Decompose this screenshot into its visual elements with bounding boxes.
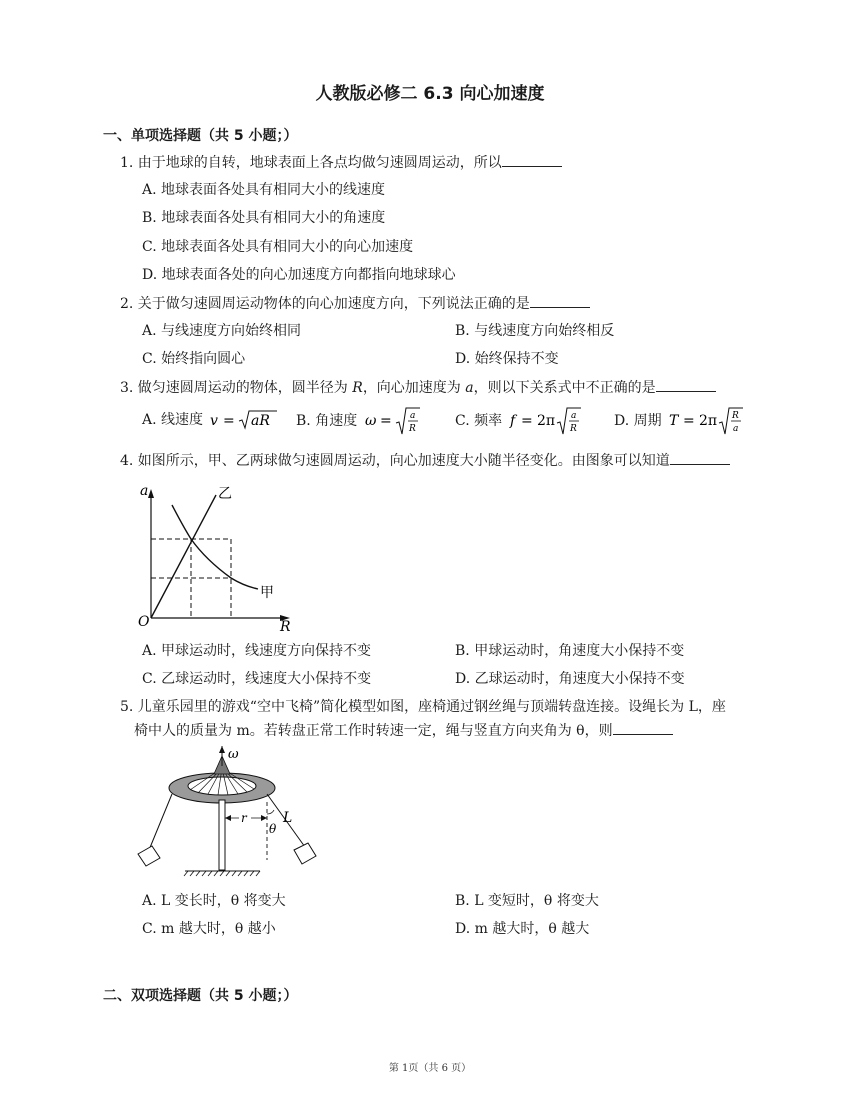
radius-arrow-left [225,815,231,821]
q2-option-b: B. 与线速度方向始终相反 [455,323,615,339]
q1-option-b: B. 地球表面各处具有相同大小的角速度 [142,210,386,226]
question-3-text-b: ，向心加速度为 [362,380,466,396]
graph-label-jia: 甲 [260,585,274,601]
symbol-R: R [352,380,363,396]
label-r: r [241,811,247,825]
label-omega: ω [228,747,239,762]
q1-option-a: A. 地球表面各处具有相同大小的线速度 [142,182,386,198]
ground-hatch [184,871,260,876]
theta-arc [267,810,274,814]
question-5-text: 椅中人的质量为 m。若转盘正常工作时转速一定，绳与竖直方向夹角为 θ，则 [134,723,613,739]
central-pole [219,800,225,870]
symbol-a: a [465,380,474,396]
q4-option-a: A. 甲球运动时，线速度方向保持不变 [142,643,372,659]
graph-label-yi: 乙 [218,486,232,502]
radius-arrow-right [261,815,267,821]
flying-chair-diagram [130,744,330,886]
q4-option-d: D. 乙球运动时，角速度大小保持不变 [455,671,685,687]
question-3-text-c: ，则以下关系式中不正确的是 [473,380,656,396]
q5-option-a: A. L 变长时，θ 将变大 [142,893,286,909]
q1-option-d: D. 地球表面各处的向心加速度方向都指向地球球心 [142,267,456,283]
graph-label-O: O [138,614,150,630]
q3-option-a [142,408,287,432]
label-L: L [283,810,293,826]
svg-text:f: f [509,413,515,429]
rotation-arrow [219,746,225,753]
svg-text:2π: 2π [536,413,555,429]
svg-text:=: = [223,413,236,429]
left-rope [149,794,172,850]
q3-option-c [455,406,589,436]
question-5-stem [134,720,784,742]
svg-text:aR: aR [251,413,271,429]
answer-blank [656,377,716,392]
answer-blank [502,152,562,167]
svg-text:=: = [520,413,533,429]
question-1-stem [120,152,770,174]
curve-jia-hyperbola [172,505,258,589]
acceleration-radius-graph [134,478,299,633]
svg-text:R: R [569,424,577,434]
q1-option-c: C. 地球表面各处具有相同大小的向心加速度 [142,239,414,255]
svg-text:a: a [570,411,576,421]
svg-text:R: R [408,424,416,434]
svg-text:a: a [409,411,416,421]
answer-blank [670,450,730,465]
formula-v-sqrt-aR [207,408,287,432]
formula-f-2pi-sqrt-a-over-R [507,406,589,436]
answer-blank [530,293,590,308]
q2-option-c: C. 始终指向圆心 [142,351,246,367]
q4-option-c: C. 乙球运动时，线速度大小保持不变 [142,671,372,687]
q2-option-d: D. 始终保持不变 [455,351,559,367]
q5-option-d: D. m 越大时，θ 越大 [455,921,590,937]
question-2-stem [120,293,770,315]
left-seat [138,846,160,866]
q3-option-b [296,406,432,436]
page-footer: 第 1页（共 6 页） [388,1063,472,1074]
right-seat [294,843,316,864]
svg-text:v: v [210,413,219,429]
svg-text:=: = [379,413,392,429]
q2-option-a: A. 与线速度方向始终相同 [142,323,302,339]
page-title: 人教版必修二 6.3 向心加速度 [315,84,545,104]
q3-option-c-label: C. 频率 [455,413,503,429]
q3-option-b-label: B. 角速度 [296,413,358,429]
q3-option-d [614,406,752,436]
svg-text:ω: ω [364,413,377,429]
q5-option-b: B. L 变短时，θ 将变大 [455,893,599,909]
section-heading-double-choice: 二、双项选择题（共 5 小题；） [103,988,298,1004]
svg-text:R: R [732,411,739,421]
graph-label-a: a [140,483,149,499]
question-4-text: 4. 如图所示，甲、乙两球做匀速圆周运动，向心加速度大小随半径变化。由图象可以知道 [120,453,670,469]
svg-text:=: = [683,413,695,429]
graph-guide-lines [151,539,231,618]
section-heading-single-choice: 一、单项选择题（共 5 小题；） [103,128,298,144]
question-3-text-a: 3. 做匀速圆周运动的物体，圆半径为 [120,380,353,396]
graph-label-R: R [280,619,291,633]
question-5-line-1: 5. 儿童乐园里的游戏“空中飞椅”简化模型如图，座椅通过钢丝绳与顶端转盘连接。设绳长为 L，座 [120,699,726,715]
answer-blank [613,720,673,735]
q5-option-c: C. m 越大时，θ 越小 [142,921,276,937]
svg-text:T: T [669,413,679,429]
formula-T-2pi-sqrt-R-over-a [666,406,752,436]
question-4-stem [120,450,770,472]
label-theta: θ [269,822,277,836]
formula-omega-sqrt-a-over-R [362,406,432,436]
q4-option-b: B. 甲球运动时，角速度大小保持不变 [455,643,685,659]
question-2-text: 2. 关于做匀速圆周运动物体的向心加速度方向，下列说法正确的是 [120,296,530,312]
svg-text:a: a [733,424,739,434]
question-3-stem [120,377,770,399]
graph-y-arrow [148,489,154,498]
q3-option-d-label: D. 周期 [614,413,662,429]
svg-text:2π: 2π [699,413,718,429]
question-1-text: 1. 由于地球的自转，地球表面上各点均做匀速圆周运动，所以 [120,155,502,171]
q3-option-a-label: A. 线速度 [142,412,204,428]
